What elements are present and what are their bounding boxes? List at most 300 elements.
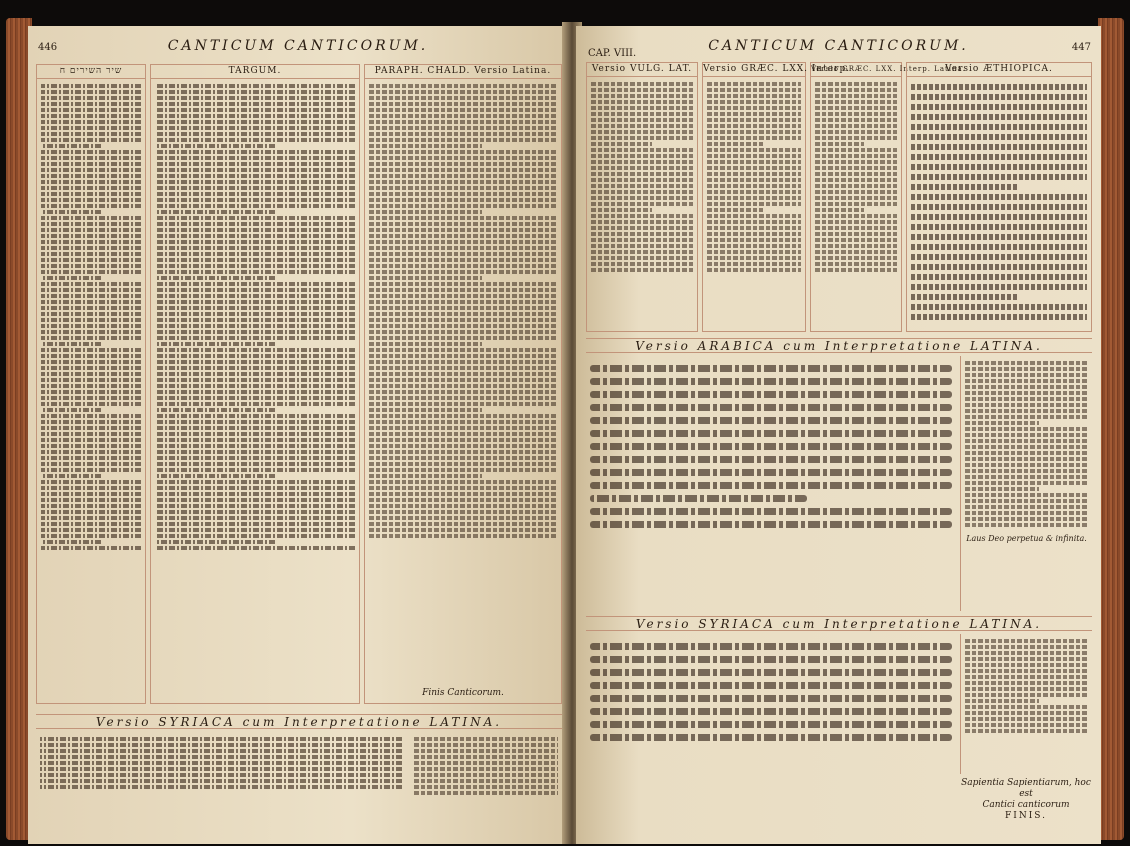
text-line <box>41 450 141 454</box>
text-line <box>591 220 693 224</box>
text-line <box>41 522 141 526</box>
text-line <box>965 391 1088 395</box>
text-line <box>369 330 557 334</box>
text-line <box>40 743 402 747</box>
text-line <box>590 469 952 476</box>
text-line <box>590 365 952 372</box>
text-line <box>965 409 1088 413</box>
text-line <box>590 708 952 715</box>
text-line <box>965 463 1088 467</box>
text-line <box>911 114 1087 120</box>
text-line <box>41 402 141 406</box>
text-line <box>369 270 557 274</box>
text-line <box>41 204 141 208</box>
text-line <box>965 669 1088 673</box>
left-syriac-latin-lines <box>410 732 562 800</box>
text-line <box>965 421 1039 425</box>
text-line <box>41 498 141 502</box>
text-line <box>41 108 141 112</box>
text-line <box>41 366 141 370</box>
text-line <box>815 172 897 176</box>
text-line <box>369 156 557 160</box>
text-line <box>965 415 1088 419</box>
text-line <box>815 106 897 110</box>
text-line <box>965 481 1088 485</box>
text-line <box>41 114 141 118</box>
text-line <box>590 721 952 728</box>
text-line <box>707 238 801 242</box>
text-line <box>155 102 355 106</box>
text-line <box>591 262 693 266</box>
text-line <box>41 150 141 154</box>
text-line <box>911 314 1087 320</box>
text-line <box>965 397 1088 401</box>
text-line <box>591 130 693 134</box>
text-line <box>707 166 801 170</box>
left-page-number: 446 <box>38 42 58 53</box>
text-line <box>911 144 1087 150</box>
left-syriac-text <box>36 732 406 822</box>
paraph-latin-column <box>364 64 562 704</box>
targum-column <box>150 64 360 704</box>
text-line <box>707 244 801 248</box>
text-line <box>155 312 355 316</box>
text-line <box>369 390 557 394</box>
text-line <box>707 208 763 212</box>
text-line <box>815 148 897 152</box>
vulgate-text-lines <box>587 77 697 277</box>
right-syriac-latin <box>960 634 1092 774</box>
text-line <box>155 426 355 430</box>
text-line <box>369 198 557 202</box>
text-line <box>369 240 557 244</box>
greek-latin-column <box>810 62 966 332</box>
text-line <box>815 118 897 122</box>
text-line <box>41 210 101 214</box>
text-line <box>707 160 801 164</box>
text-line <box>41 300 141 304</box>
text-line <box>707 214 801 218</box>
text-line <box>369 396 557 400</box>
text-line <box>41 432 141 436</box>
text-line <box>41 306 141 310</box>
text-line <box>155 492 355 496</box>
text-line <box>369 180 557 184</box>
text-line <box>41 384 141 388</box>
text-line <box>815 208 864 212</box>
text-line <box>591 148 693 152</box>
text-line <box>591 124 693 128</box>
text-line <box>707 196 801 200</box>
text-line <box>707 184 801 188</box>
text-line <box>41 276 101 280</box>
targum-heading: TARGUM. <box>151 65 359 79</box>
text-line <box>707 94 801 98</box>
text-line <box>155 330 355 334</box>
text-line <box>369 96 557 100</box>
greek-heading: Versio GRÆC. LXX. Interp. <box>703 63 805 77</box>
text-line <box>41 408 101 412</box>
text-line <box>41 468 141 472</box>
text-line <box>155 180 355 184</box>
text-line <box>590 417 952 424</box>
ethiopic-heading: Versio ÆTHIOPICA. <box>907 63 1091 77</box>
text-line <box>155 348 355 352</box>
text-line <box>155 120 355 124</box>
text-line <box>414 743 558 747</box>
paraph-text-lines <box>365 79 561 543</box>
targum-text-lines <box>151 79 359 555</box>
text-line <box>590 682 952 689</box>
text-line <box>41 240 141 244</box>
text-line <box>369 126 557 130</box>
text-line <box>369 402 557 406</box>
text-line <box>369 228 557 232</box>
hebrew-text-lines <box>37 79 145 555</box>
text-line <box>155 378 355 382</box>
text-line <box>41 504 141 508</box>
text-line <box>369 306 557 310</box>
text-line <box>590 495 807 502</box>
text-line <box>155 132 355 136</box>
text-line <box>591 184 693 188</box>
right-syriac-band <box>586 616 1092 631</box>
text-line <box>41 282 141 286</box>
text-line <box>41 342 101 346</box>
text-line <box>41 390 141 394</box>
text-line <box>41 354 141 358</box>
text-line <box>369 258 557 262</box>
text-line <box>965 711 1088 715</box>
text-line <box>369 354 557 358</box>
text-line <box>707 172 801 176</box>
text-line <box>369 318 557 322</box>
text-line <box>815 154 897 158</box>
text-line <box>707 190 801 194</box>
text-line <box>965 493 1088 497</box>
text-line <box>707 202 801 206</box>
text-line <box>155 402 355 406</box>
right-syriac-lines <box>586 634 956 750</box>
text-line <box>591 202 693 206</box>
text-line <box>591 106 693 110</box>
text-line <box>155 144 275 148</box>
text-line <box>369 108 557 112</box>
text-line <box>369 342 482 346</box>
text-line <box>911 214 1087 220</box>
text-line <box>41 438 141 442</box>
text-line <box>965 639 1088 643</box>
right-running-title: CANTICUM CANTICORUM. <box>708 38 969 54</box>
text-line <box>155 264 355 268</box>
text-line <box>155 252 355 256</box>
right-chapter-label: CAP. VIII. <box>588 48 637 59</box>
arabic-text-lines <box>586 356 956 537</box>
text-line <box>815 262 897 266</box>
text-line <box>41 246 141 250</box>
text-line <box>369 510 557 514</box>
left-syriac-lines <box>36 732 406 794</box>
text-line <box>369 84 557 88</box>
text-line <box>155 342 275 346</box>
text-line <box>815 268 897 272</box>
text-line <box>591 268 693 272</box>
text-line <box>591 112 693 116</box>
arabic-band <box>586 338 1092 353</box>
text-line <box>369 210 482 214</box>
text-line <box>155 174 355 178</box>
text-line <box>41 126 141 130</box>
text-line <box>155 438 355 442</box>
text-line <box>155 396 355 400</box>
text-line <box>369 300 557 304</box>
text-line <box>369 528 557 532</box>
text-line <box>590 430 952 437</box>
finis-canticorum: Finis Canticorum. <box>422 688 504 698</box>
text-line <box>965 475 1088 479</box>
text-line <box>707 106 801 110</box>
text-line <box>155 474 275 478</box>
greek-latin-text-lines <box>811 77 901 277</box>
text-line <box>41 360 141 364</box>
text-line <box>414 779 558 783</box>
text-line <box>155 192 355 196</box>
text-line <box>369 366 557 370</box>
laus-deo-note: Laus Deo perpetua & infinita. <box>966 534 1087 543</box>
text-line <box>40 761 402 765</box>
closing-finis <box>960 778 1092 822</box>
open-book <box>6 8 1124 844</box>
text-line <box>41 378 141 382</box>
text-line <box>965 433 1088 437</box>
text-line <box>911 294 1017 300</box>
text-line <box>369 90 557 94</box>
text-line <box>815 88 897 92</box>
text-line <box>369 312 557 316</box>
text-line <box>369 348 557 352</box>
left-running-title: CANTICUM CANTICORUM. <box>167 38 429 54</box>
text-line <box>155 150 355 154</box>
text-line <box>369 384 557 388</box>
text-line <box>41 144 101 148</box>
text-line <box>815 160 897 164</box>
text-line <box>590 656 952 663</box>
text-line <box>40 749 402 753</box>
text-line <box>591 232 693 236</box>
text-line <box>40 737 402 741</box>
text-line <box>965 385 1088 389</box>
text-line <box>40 755 402 759</box>
text-line <box>41 414 141 418</box>
text-line <box>965 723 1088 727</box>
text-line <box>965 663 1088 667</box>
text-line <box>155 156 355 160</box>
text-line <box>911 124 1087 130</box>
text-line <box>155 204 355 208</box>
text-line <box>911 194 1087 200</box>
text-line <box>41 480 141 484</box>
text-line <box>155 534 355 538</box>
text-line <box>911 154 1087 160</box>
text-line <box>41 198 141 202</box>
text-line <box>155 96 355 100</box>
text-line <box>965 511 1088 515</box>
text-line <box>965 367 1088 371</box>
text-line <box>815 196 897 200</box>
arabic-band-title: Versio ARABICA cum Interpretatione LATINA. <box>635 339 1043 353</box>
left-syriac-band <box>36 714 562 729</box>
text-line <box>155 444 355 448</box>
text-line <box>591 136 693 140</box>
text-line <box>965 499 1088 503</box>
text-line <box>707 226 801 230</box>
text-line <box>369 282 557 286</box>
text-line <box>155 234 355 238</box>
text-line <box>41 96 141 100</box>
text-line <box>591 238 693 242</box>
text-line <box>965 729 1088 733</box>
text-line <box>369 498 557 502</box>
text-line <box>369 186 557 190</box>
text-line <box>815 256 897 260</box>
text-line <box>41 396 141 400</box>
text-line <box>41 120 141 124</box>
text-line <box>369 222 557 226</box>
greek-latin-heading: Versio GRÆC. LXX. Interp. Latina. <box>811 63 901 77</box>
text-line <box>155 420 355 424</box>
text-line <box>155 360 355 364</box>
text-line <box>155 318 355 322</box>
text-line <box>155 456 355 460</box>
text-line <box>41 102 141 106</box>
right-syriac-text <box>586 634 956 774</box>
text-line <box>965 373 1088 377</box>
text-line <box>707 178 801 182</box>
text-line <box>369 480 557 484</box>
text-line <box>815 214 897 218</box>
text-line <box>41 312 141 316</box>
text-line <box>591 154 693 158</box>
text-line <box>815 82 897 86</box>
closing-line-1: Sapientia Sapientiarum, hoc est <box>961 778 1091 799</box>
book-cover-right-edge <box>1098 18 1124 840</box>
text-line <box>911 244 1087 250</box>
text-line <box>155 294 355 298</box>
text-line <box>41 528 141 532</box>
text-line <box>369 456 557 460</box>
text-line <box>369 468 557 472</box>
text-line <box>41 444 141 448</box>
text-line <box>911 134 1087 140</box>
text-line <box>155 168 355 172</box>
text-line <box>911 264 1087 270</box>
text-line <box>155 510 355 514</box>
text-line <box>591 100 693 104</box>
text-line <box>41 174 141 178</box>
vulgate-column <box>586 62 698 332</box>
text-line <box>41 288 141 292</box>
text-line <box>369 150 557 154</box>
text-line <box>155 468 355 472</box>
text-line <box>41 486 141 490</box>
right-page-number: 447 <box>1071 42 1091 53</box>
text-line <box>369 324 557 328</box>
text-line <box>369 408 482 412</box>
text-line <box>369 336 557 340</box>
text-line <box>41 510 141 514</box>
text-line <box>815 178 897 182</box>
text-line <box>815 100 897 104</box>
text-line <box>414 737 558 741</box>
text-line <box>911 274 1087 280</box>
text-line <box>41 534 141 538</box>
right-syriac-band-title: Versio SYRIACA cum Interpretatione LATINA. <box>635 617 1043 631</box>
text-line <box>41 264 141 268</box>
text-line <box>41 138 141 142</box>
text-line <box>369 114 557 118</box>
text-line <box>911 234 1087 240</box>
text-line <box>815 166 897 170</box>
text-line <box>707 262 801 266</box>
text-line <box>41 420 141 424</box>
text-line <box>965 379 1088 383</box>
text-line <box>911 84 1087 90</box>
text-line <box>707 124 801 128</box>
text-line <box>369 432 557 436</box>
text-line <box>815 238 897 242</box>
text-line <box>155 516 355 520</box>
greek-column <box>702 62 851 332</box>
text-line <box>41 234 141 238</box>
arabic-text <box>586 356 956 611</box>
text-line <box>590 508 952 515</box>
text-line <box>591 244 693 248</box>
text-line <box>965 361 1088 365</box>
text-line <box>41 540 101 544</box>
left-syriac-latin <box>410 732 562 822</box>
text-line <box>591 94 693 98</box>
text-line <box>41 372 141 376</box>
text-line <box>414 749 558 753</box>
text-line <box>591 118 693 122</box>
text-line <box>965 699 1039 703</box>
text-line <box>591 166 693 170</box>
text-line <box>965 469 1088 473</box>
text-line <box>369 378 557 382</box>
text-line <box>155 216 355 220</box>
text-line <box>965 645 1088 649</box>
text-line <box>707 130 801 134</box>
text-line <box>707 250 801 254</box>
text-line <box>155 450 355 454</box>
text-line <box>369 522 557 526</box>
text-line <box>911 254 1087 260</box>
text-line <box>155 288 355 292</box>
text-line <box>965 445 1088 449</box>
arabic-latin-lines <box>961 356 1092 532</box>
text-line <box>591 190 693 194</box>
text-line <box>815 226 897 230</box>
text-line <box>155 210 275 214</box>
text-line <box>815 232 897 236</box>
text-line <box>369 372 557 376</box>
text-line <box>369 360 557 364</box>
text-line <box>155 522 355 526</box>
text-line <box>41 336 141 340</box>
text-line <box>590 404 952 411</box>
text-line <box>414 767 558 771</box>
text-line <box>965 487 1039 491</box>
